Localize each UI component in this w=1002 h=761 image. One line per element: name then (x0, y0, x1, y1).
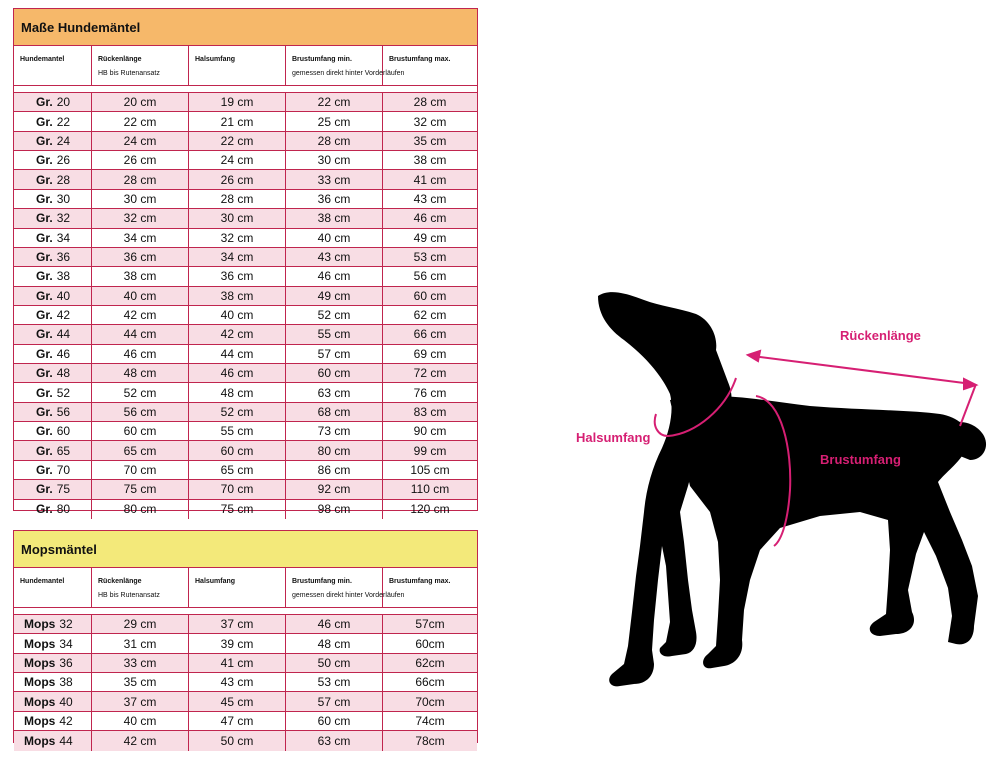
size-number: 40 (56, 288, 71, 303)
table-row (14, 654, 477, 673)
size-prefix: Mops (24, 713, 56, 728)
chest-max-cell: 28 cm (413, 95, 447, 110)
back-length-cell: 30 cm (92, 190, 189, 208)
size-number: 65 (56, 443, 71, 458)
back-length-cell: 48 cm (92, 364, 189, 382)
size-number: 44 (59, 733, 73, 748)
back-length-cell: 52 cm (92, 383, 189, 401)
chest-max-cell: 72 cm (413, 366, 447, 381)
size-prefix: Mops (24, 617, 56, 632)
chest-min-cell: 63 cm (286, 731, 383, 750)
size-prefix: Gr. (36, 346, 53, 361)
chest-max-cell: 78cm (415, 733, 445, 748)
size-prefix: Gr. (36, 95, 53, 110)
size-number: 34 (56, 230, 71, 245)
size-cell (14, 422, 92, 440)
back-length-cell: 33 cm (92, 654, 189, 672)
chest-min-cell: 46 cm (286, 615, 383, 633)
size-number: 42 (59, 713, 73, 728)
neck-cell: 41 cm (189, 654, 286, 672)
size-number: 26 (56, 153, 71, 168)
back-length-cell: 65 cm (92, 441, 189, 459)
back-length-cell: 28 cm (92, 170, 189, 188)
chest-max-cell: 69 cm (413, 346, 447, 361)
neck-cell: 42 cm (189, 325, 286, 343)
chest-min-cell: 36 cm (286, 190, 383, 208)
table-row (14, 190, 477, 209)
table-row (14, 615, 477, 634)
table-row (14, 132, 477, 151)
neck-label: Halsumfang (576, 430, 651, 445)
size-cell (14, 441, 92, 459)
size-prefix: Gr. (36, 172, 53, 187)
header-back-length-sub: HB bis Rutenansatz (98, 70, 160, 77)
size-prefix: Gr. (36, 482, 53, 497)
size-prefix: Gr. (36, 463, 53, 477)
back-length-cell: 60 cm (92, 422, 189, 440)
size-cell (14, 267, 92, 285)
size-prefix: Gr. (36, 250, 53, 265)
back-length-cell: 37 cm (92, 692, 189, 710)
pug-coat-size-table (13, 530, 478, 748)
chest-min-cell: 50 cm (286, 654, 383, 672)
chest-max-cell: 110 cm (410, 482, 450, 497)
size-number: 32 (59, 617, 73, 632)
size-number: 32 (56, 211, 71, 226)
neck-cell: 43 cm (189, 673, 286, 691)
chest-min-cell: 22 cm (286, 93, 383, 111)
header-dog-coat-label: Hundemantel (20, 578, 65, 585)
header-chest-min-sub: gemessen direkt hinter Vorderläufen (292, 592, 405, 599)
chest-min-cell: 33 cm (286, 170, 383, 188)
size-prefix: Gr. (36, 191, 53, 206)
back-length-cell: 34 cm (92, 229, 189, 247)
size-cell (14, 403, 92, 421)
table-row (14, 403, 477, 422)
chest-max-cell: 41 cm (413, 172, 447, 187)
size-prefix: Gr. (36, 443, 53, 458)
size-number: 56 (56, 404, 71, 419)
header-dog-coat-label: Hundemantel (20, 56, 65, 63)
table-row (14, 112, 477, 131)
table-row (14, 634, 477, 653)
table-header (14, 568, 477, 608)
back-length-cell: 24 cm (92, 132, 189, 150)
chest-min-cell: 30 cm (286, 151, 383, 169)
table-row (14, 287, 477, 306)
chest-max-cell: 70cm (415, 694, 445, 709)
chest-min-cell: 68 cm (286, 403, 383, 421)
size-number: 30 (56, 191, 71, 206)
chest-max-cell: 120 cm (410, 502, 450, 517)
back-length-cell: 35 cm (92, 673, 189, 691)
chest-min-cell: 60 cm (286, 364, 383, 382)
size-cell (14, 306, 92, 324)
table-row (14, 151, 477, 170)
size-number: 36 (56, 250, 71, 265)
size-cell (14, 500, 92, 519)
back-length-cell: 40 cm (92, 287, 189, 305)
size-number: 46 (56, 346, 71, 361)
chest-min-cell: 73 cm (286, 422, 383, 440)
chest-min-cell: 49 cm (286, 287, 383, 305)
size-cell (14, 383, 92, 401)
back-length-cell: 22 cm (92, 112, 189, 130)
chest-max-cell: 105 cm (410, 463, 450, 477)
chest-max-cell: 83 cm (413, 404, 447, 419)
neck-cell: 22 cm (189, 132, 286, 150)
neck-cell: 65 cm (189, 461, 286, 479)
neck-cell: 28 cm (189, 190, 286, 208)
header-neck-label: Halsumfang (195, 578, 236, 585)
size-cell (14, 345, 92, 363)
dog-measurement-figure (520, 250, 1000, 720)
back-length-cell: 29 cm (92, 615, 189, 633)
size-number: 38 (59, 675, 73, 690)
dog-silhouette-icon (520, 250, 1000, 720)
table-row (14, 673, 477, 692)
size-prefix: Gr. (36, 211, 53, 226)
size-prefix: Gr. (36, 308, 53, 323)
neck-cell: 55 cm (189, 422, 286, 440)
back-length-cell: 20 cm (92, 93, 189, 111)
neck-cell: 21 cm (189, 112, 286, 130)
chest-max-cell: 60 cm (413, 288, 447, 303)
table-row (14, 170, 477, 189)
size-cell (14, 132, 92, 150)
size-number: 80 (56, 502, 71, 517)
chest-min-cell: 28 cm (286, 132, 383, 150)
header-chest-max-label: Brustumfang max. (389, 578, 451, 585)
neck-cell: 75 cm (189, 500, 286, 519)
size-prefix: Gr. (36, 404, 53, 419)
size-cell (14, 287, 92, 305)
chest-min-cell: 25 cm (286, 112, 383, 130)
size-number: 28 (56, 172, 71, 187)
header-back-length (92, 46, 189, 85)
size-prefix: Gr. (36, 385, 53, 400)
size-cell (14, 151, 92, 169)
header-neck (189, 46, 286, 85)
header-back-length (92, 568, 189, 607)
size-number: 60 (56, 424, 71, 439)
neck-cell: 26 cm (189, 170, 286, 188)
size-cell (14, 615, 92, 633)
size-number: 42 (56, 308, 71, 323)
size-number: 20 (56, 95, 71, 110)
chest-max-cell: 57cm (415, 617, 445, 632)
neck-cell: 36 cm (189, 267, 286, 285)
size-cell (14, 93, 92, 111)
table-title: Maße Hundemäntel (14, 9, 477, 46)
chest-max-cell: 53 cm (413, 250, 447, 265)
table-body (14, 93, 477, 519)
size-cell (14, 673, 92, 691)
chest-min-cell: 52 cm (286, 306, 383, 324)
neck-cell: 39 cm (189, 634, 286, 652)
table-row (14, 692, 477, 711)
chest-min-cell: 86 cm (286, 461, 383, 479)
size-cell (14, 634, 92, 652)
size-number: 40 (59, 694, 73, 709)
back-length-cell: 75 cm (92, 480, 189, 498)
size-number: 38 (56, 269, 71, 284)
chest-max-cell: 62cm (415, 655, 445, 670)
size-prefix: Mops (24, 636, 56, 651)
back-length-label: Rückenlänge (840, 328, 921, 343)
table-row (14, 209, 477, 228)
chest-max-cell: 60cm (415, 636, 445, 651)
back-length-cell: 38 cm (92, 267, 189, 285)
chest-max-cell: 35 cm (413, 133, 447, 148)
table-row (14, 422, 477, 441)
table-row (14, 306, 477, 325)
size-prefix: Mops (24, 675, 56, 690)
table-row (14, 712, 477, 731)
size-cell (14, 248, 92, 266)
chest-min-cell: 43 cm (286, 248, 383, 266)
size-prefix: Gr. (36, 288, 53, 303)
chest-min-cell: 63 cm (286, 383, 383, 401)
size-number: 48 (56, 366, 71, 381)
chest-max-cell: 90 cm (413, 424, 447, 439)
table-row (14, 93, 477, 112)
chest-max-cell: 76 cm (413, 385, 447, 400)
header-back-length-sub: HB bis Rutenansatz (98, 592, 160, 599)
chest-min-cell: 38 cm (286, 209, 383, 227)
neck-cell: 38 cm (189, 287, 286, 305)
back-length-cell: 40 cm (92, 712, 189, 730)
chest-max-cell: 32 cm (413, 114, 447, 129)
chest-min-cell: 55 cm (286, 325, 383, 343)
size-cell (14, 731, 92, 750)
back-length-cell: 42 cm (92, 731, 189, 750)
neck-cell: 60 cm (189, 441, 286, 459)
size-cell (14, 364, 92, 382)
table-row (14, 325, 477, 344)
size-prefix: Gr. (36, 366, 53, 381)
size-number: 52 (56, 385, 71, 400)
neck-cell: 34 cm (189, 248, 286, 266)
size-prefix: Mops (24, 655, 56, 670)
chest-min-cell: 48 cm (286, 634, 383, 652)
size-number: 24 (56, 133, 71, 148)
neck-cell: 52 cm (189, 403, 286, 421)
header-chest-max (383, 46, 477, 85)
chest-max-cell: 99 cm (413, 443, 447, 458)
header-chest-max-label: Brustumfang max. (389, 56, 451, 63)
size-cell (14, 325, 92, 343)
table-row (14, 480, 477, 499)
chest-max-cell: 46 cm (413, 211, 447, 226)
neck-cell: 50 cm (189, 731, 286, 750)
size-cell (14, 461, 92, 479)
table-title: Mopsmäntel (14, 531, 477, 568)
chest-min-cell: 60 cm (286, 712, 383, 730)
table-body (14, 615, 477, 751)
neck-cell: 32 cm (189, 229, 286, 247)
table-row (14, 229, 477, 248)
back-length-cell: 31 cm (92, 634, 189, 652)
dog-coat-size-table (13, 8, 478, 517)
header-chest-min (286, 46, 405, 85)
back-length-cell: 32 cm (92, 209, 189, 227)
header-back-length-label: Rückenlänge (98, 578, 142, 585)
table-row (14, 248, 477, 267)
chest-max-cell: 38 cm (413, 153, 447, 168)
header-dog-coat (14, 568, 92, 607)
size-number: 75 (56, 482, 71, 497)
size-number: 44 (56, 327, 71, 342)
back-length-cell: 44 cm (92, 325, 189, 343)
table-spacer (14, 608, 477, 615)
size-cell (14, 170, 92, 188)
neck-cell: 19 cm (189, 93, 286, 111)
back-length-cell: 56 cm (92, 403, 189, 421)
table-spacer (14, 86, 477, 93)
size-cell (14, 190, 92, 208)
table-header (14, 46, 477, 86)
size-prefix: Gr. (36, 502, 53, 517)
size-number: 34 (59, 636, 73, 651)
header-back-length-label: Rückenlänge (98, 56, 142, 63)
neck-cell: 37 cm (189, 615, 286, 633)
neck-cell: 45 cm (189, 692, 286, 710)
back-length-cell: 26 cm (92, 151, 189, 169)
chest-min-cell: 98 cm (286, 500, 383, 519)
back-length-cell: 46 cm (92, 345, 189, 363)
size-prefix: Gr. (36, 153, 53, 168)
table-row (14, 364, 477, 383)
size-cell (14, 229, 92, 247)
size-prefix: Gr. (36, 230, 53, 245)
back-length-cell: 36 cm (92, 248, 189, 266)
chest-max-cell: 66 cm (413, 327, 447, 342)
chest-max-cell: 62 cm (413, 308, 447, 323)
neck-cell: 30 cm (189, 209, 286, 227)
chest-max-cell: 49 cm (413, 230, 447, 245)
table-row (14, 500, 477, 519)
table-row (14, 731, 477, 750)
chest-max-cell: 43 cm (413, 191, 447, 206)
header-chest-min-label: Brustumfang min. (292, 56, 352, 63)
chest-max-cell: 66cm (415, 675, 445, 690)
chest-max-cell: 74cm (415, 713, 445, 728)
size-prefix: Gr. (36, 424, 53, 439)
header-neck (189, 568, 286, 607)
size-prefix: Gr. (36, 133, 53, 148)
neck-cell: 40 cm (189, 306, 286, 324)
size-prefix: Gr. (36, 327, 53, 342)
chest-min-cell: 53 cm (286, 673, 383, 691)
chest-max-cell: 56 cm (413, 269, 447, 284)
chest-min-cell: 80 cm (286, 441, 383, 459)
chest-min-cell: 40 cm (286, 229, 383, 247)
size-number: 36 (59, 655, 73, 670)
chest-min-cell: 57 cm (286, 345, 383, 363)
size-cell (14, 712, 92, 730)
neck-cell: 47 cm (189, 712, 286, 730)
neck-cell: 44 cm (189, 345, 286, 363)
header-dog-coat (14, 46, 92, 85)
table-row (14, 383, 477, 402)
chest-min-cell: 92 cm (286, 480, 383, 498)
table-row (14, 345, 477, 364)
size-number: 70 (56, 463, 71, 477)
back-length-cell: 70 cm (92, 461, 189, 479)
header-chest-min-sub: gemessen direkt hinter Vorderläufen (292, 70, 405, 77)
size-prefix: Mops (24, 733, 56, 748)
chest-min-cell: 46 cm (286, 267, 383, 285)
neck-cell: 24 cm (189, 151, 286, 169)
size-cell (14, 480, 92, 498)
header-chest-max (383, 568, 477, 607)
table-row (14, 441, 477, 460)
size-cell (14, 112, 92, 130)
chest-label: Brustumfang (820, 452, 901, 467)
table-row (14, 267, 477, 286)
chest-min-cell: 57 cm (286, 692, 383, 710)
size-prefix: Gr. (36, 269, 53, 284)
neck-cell: 46 cm (189, 364, 286, 382)
size-prefix: Gr. (36, 114, 53, 129)
size-number: 22 (56, 114, 71, 129)
header-chest-min-label: Brustumfang min. (292, 578, 352, 585)
table-row (14, 461, 477, 480)
size-cell (14, 209, 92, 227)
header-chest-min (286, 568, 405, 607)
back-length-cell: 42 cm (92, 306, 189, 324)
size-cell (14, 654, 92, 672)
back-length-cell: 80 cm (92, 500, 189, 519)
neck-cell: 70 cm (189, 480, 286, 498)
size-cell (14, 692, 92, 710)
header-neck-label: Halsumfang (195, 56, 236, 63)
size-prefix: Mops (24, 694, 56, 709)
neck-cell: 48 cm (189, 383, 286, 401)
